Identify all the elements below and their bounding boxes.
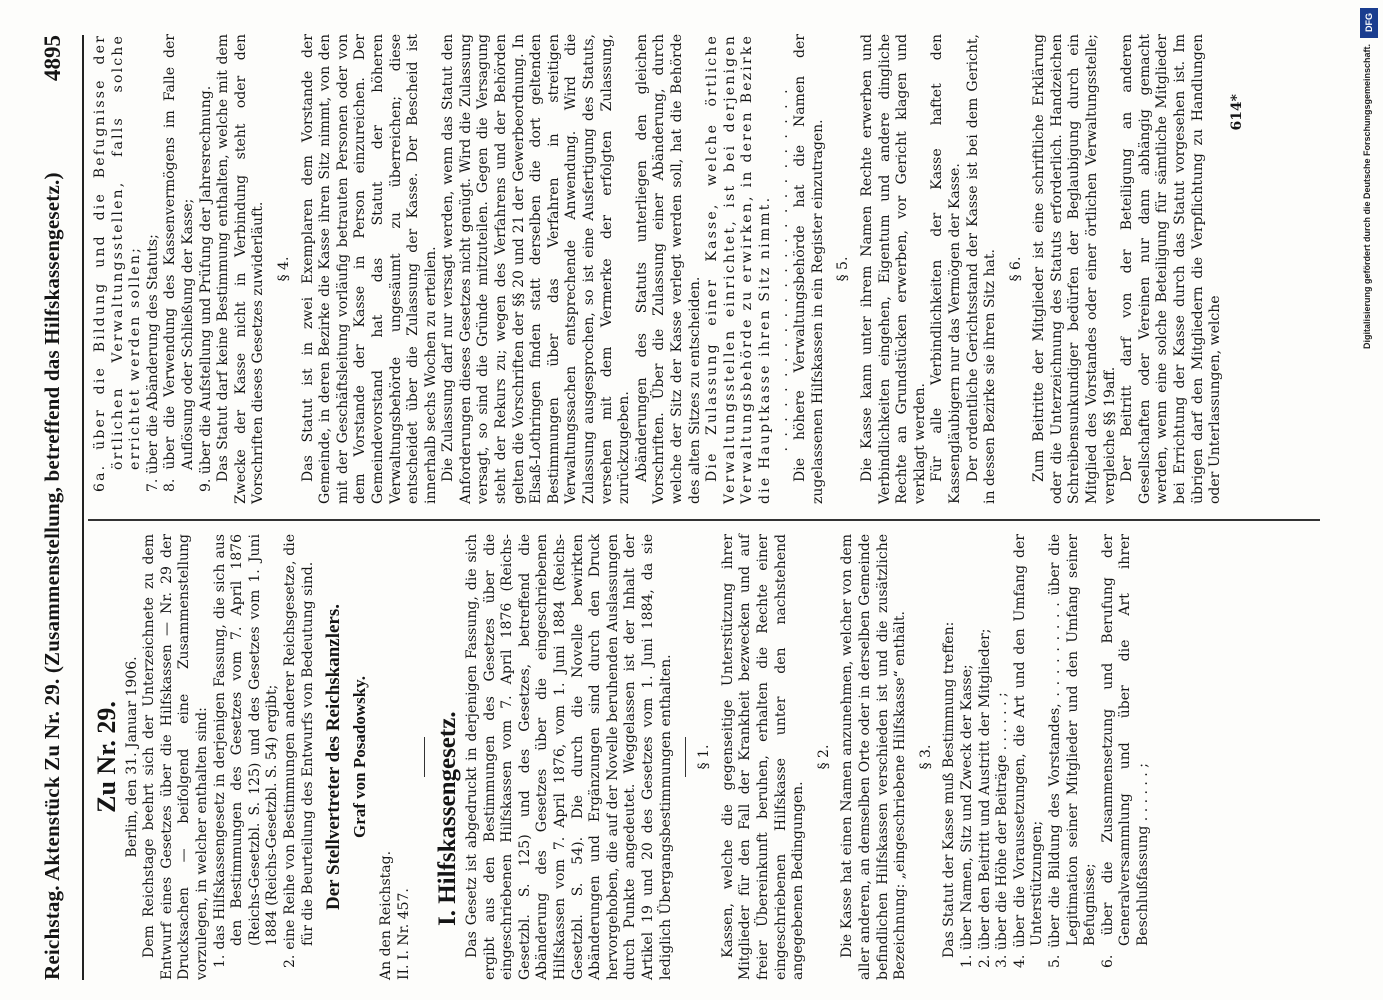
list-item: 5. über die Bildung des Vorstandes, . . . . . . . . . über die Legitimation seiner Mitglieder und den Umfang seiner Befugnisse;	[1046, 534, 1099, 968]
separator	[685, 737, 686, 777]
section-text: Die Zulassung darf nur versagt werden, wenn das Statut den Anforderungen dieses Gesetzes nicht genügt. Wird die Zulassung versagt, so sind die Gründe mitzuteilen. Gegen die Versagung steht der Rekurs zu; wegen des Verfahrens und der Behörden gelten die Vorschriften der §§ 20 und 21 der Gewerbeordnung. In Elsaß-Lothringen finden statt derselben die dort geltenden Bestimmungen über das Verfahren in streitigen Verwaltungssachen entsprechende Anwendung. Wird die Zulassung ausgesprochen, so ist eine Ausfertigung des Statuts, versehen mit dem Vermerke der erfolgten Zulassung, zurückzugeben.	[440, 34, 633, 504]
section-heading: § 3.	[917, 744, 934, 770]
reference-number: II. I. Nr. 457.	[395, 888, 412, 980]
list-item: 2. über den Beitritt und Austritt der Mitglieder;	[976, 628, 993, 968]
section-text: Das Statut darf keine Bestimmung enthalten, welche mit dem Zwecke der Kasse nicht in Verbindung steht oder den Vorschriften dieses Gesetzes zuwiderläuft.	[215, 34, 267, 504]
list-item: 9. über die Aufstellung und Prüfung der Jahresrechnung.	[197, 85, 214, 492]
section-heading: § 5.	[835, 256, 852, 282]
header-title: Reichstag. Aktenstück Zu Nr. 29. (Zusammenstellung, betreffend das Hilfskassengesetz.)	[40, 172, 64, 980]
page-header	[40, 35, 82, 980]
right-column	[92, 34, 1246, 504]
section-heading: § 4.	[275, 256, 292, 282]
list-item: 8. über die Verwendung des Kassenvermögens im Falle der Auflösung oder Schließung der Kasse;	[162, 34, 196, 492]
signature-mark: 614*	[1228, 94, 1245, 131]
doc-date: Berlin, den 31. Januar 1906.	[123, 656, 140, 858]
list-item: 7. über die Abänderung des Statuts;	[144, 234, 161, 492]
signature-role: Der Stellvertreter des Reichskanzlers.	[323, 603, 345, 911]
dfg-logo: DFG	[1360, 8, 1378, 38]
list-item: 1. das Hilfskassengesetz in derjenigen Fassung, die sich aus den Bestimmungen des Gesetzes vom 7. April 1876 (Reichs-Gesetzbl. S. 125) und des Gesetzes vom 1. Juni 1884 (Reichs-Gesetzbl. S. 54) ergibt;	[211, 534, 281, 968]
column-divider	[88, 520, 1320, 522]
credit-text: Digitalisierung gefördert durch die Deutsche Forschungsgemeinschaft.	[1362, 44, 1372, 350]
list-item: 6. über die Zusammensetzung und Berufung der Generalversammlung und über die Art ihrer Beschlußfassung . . . . . . ;	[1099, 534, 1151, 968]
addressee: An den Reichstag.	[378, 850, 395, 980]
side-credit	[1360, 8, 1380, 993]
section-text: Der ordentliche Gerichtsstand der Kasse ist bei dem Gericht, in dessen Bezirke sie ihren Sitz hat.	[964, 34, 999, 504]
section-text: Abänderungen des Statuts unterliegen den gleichen Vorschriften. Über die Zulassung einer Abänderung, durch welche der Sitz der Kasse verlegt werden soll, hat die Behörde des alten Sitzes zu entscheiden.	[633, 34, 703, 504]
header-rule	[82, 35, 84, 980]
section-heading: § 6.	[1007, 256, 1024, 282]
list-item: 2. eine Reihe von Bestimmungen anderer Reichsgesetze, die für die Beurteilung des Entwurfs von Bedeutung sind.	[281, 534, 316, 968]
section-text: Zum Beitritte der Mitglieder ist eine schriftliche Erklärung oder die Unterzeichnung des Statuts erforderlich. Handzeichen Schreibensunkundiger bedürfen der Beglaubigung durch ein Mitglied des Vorstandes oder einer örtlichen Verwaltungsstelle; vergleiche §§ 19aff.	[1031, 34, 1118, 504]
section-text: Die Kasse kann unter ihrem Namen Rechte erwerben und Verbindlichkeiten eingehen, Eigentum und andere dingliche Rechte an Grundstücken erwerben, vor Gericht klagen und verklagt werden.	[858, 34, 928, 504]
signature-name: Graf von Posadowsky.	[349, 676, 369, 838]
section-heading: § 1.	[696, 744, 713, 770]
list-item: 4. über die Voraussetzungen, die Art und den Umfang der Unterstützungen;	[1011, 534, 1046, 968]
list-item: 3. über die Höhe der Beiträge . . . . . . ;	[994, 692, 1011, 968]
rotated-page	[40, 35, 1340, 980]
intro-paragraph: Dem Reichstage beehrt sich der Unterzeichnete zu dem Entwurf eines Gesetzes über die Hilfskassen — Nr. 29 der Drucksachen — beifolgend eine Zusammenstellung vorzulegen, in welcher enthalten sind:	[141, 534, 210, 980]
section-text: Die Zulassung einer Kasse, welche örtliche Verwaltungsstellen einrichtet, ist bei derjenigen Verwaltungsbehörde zu erwirken, in deren Bezirke die Hauptkasse ihren Sitz nimmt.	[704, 34, 773, 504]
separator	[424, 737, 425, 777]
section-text: Für alle Verbindlichkeiten der Kasse haftet den Kassengläubigern nur das Vermögen der Kasse.	[929, 34, 963, 504]
section-heading: § 2.	[815, 744, 832, 770]
section-text: Die höhere Verwaltungsbehörde hat die Namen der zugelassenen Hilfskassen in ein Register einzutragen.	[792, 34, 826, 504]
law-paragraph: Das Gesetz ist abgedruckt in derjenigen Fassung, die sich ergibt aus den Bestimmungen des Gesetzes über die eingeschriebenen Hilfskassen vom 7. April 1876 (Reichs-Gesetzbl. S. 125) und des Gesetzes, betreffend die Abänderung des Gesetzes über die eingeschriebenen Hilfskassen vom 7. April 1876, vom 1. Juni 1884 (Reichs-Gesetzbl. S. 54). Die durch die Novelle bewirkten Abänderungen und Ergänzungen sind durch den Druck hervorgehoben, die auf der Novelle beruhenden Auslassungen durch Punkte angedeutet. Weggelassen ist der Inhalt der Artikel 19 und 20 des Gesetzes vom 1. Juni 1884, da sie lediglich Übergangsbestimmungen enthalten.	[464, 534, 674, 980]
doc-title: Zu Nr. 29.	[92, 701, 121, 813]
left-column	[92, 534, 1152, 980]
section-title: I. Hilfskassengesetz.	[433, 711, 461, 926]
dotted-ellipsis: . . . . . . . . . . . . . . . . . . . . . . . . .	[774, 86, 791, 452]
section-text: Das Statut der Kasse muß Bestimmung treffen:	[941, 621, 958, 958]
section-text: Der Beitritt darf von der Beteiligung an anderen Gesellschaften oder Vereinen nur dann abhängig gemacht werden, wenn eine solche Beteiligung für sämtliche Mitglieder bei Errichtung der Kasse durch das Statut vorgesehen ist. Im übrigen darf den Mitgliedern die Verpflichtung zu Handlungen oder Unterlassungen, welche	[1119, 34, 1224, 504]
section-text: Die Kasse hat einen Namen anzunehmen, welcher von dem aller anderen, an demselben Orte oder in derselben Gemeinde befindlichen Hilfskassen verschieden ist und die zusätzliche Bezeichnung: „eingeschriebene Hilfskasse“ enthält.	[839, 534, 909, 980]
list-item: 6a. über die Bildung und die Befugnisse der örtlichen Verwaltungsstellen, falls solche errichtet werden sollen;	[92, 34, 144, 492]
page-number: 4895	[40, 35, 65, 81]
section-text: Das Statut ist in zwei Exemplaren dem Vorstande der Gemeinde, in deren Bezirke die Kasse ihren Sitz nimmt, von den mit der Geschäftsleitung vorläufig betrauten Personen oder von dem Vorstande der Kasse in Person einzureichen. Der Gemeindevorstand hat das Statut der höheren Verwaltungsbehörde ungesäumt zu überreichen; diese entscheidet über die Zulassung der Kasse. Der Bescheid ist innerhalb sechs Wochen zu erteilen.	[299, 34, 439, 504]
list-item: 1. über Namen, Sitz und Zweck der Kasse;	[958, 664, 975, 968]
section-text: Kassen, welche die gegenseitige Unterstützung ihrer Mitglieder für den Fall der Krankheit bezwecken und auf freier Übereinkunft beruhen, erhalten die Rechte einer eingeschriebenen Hilfskasse unter den nachstehend angegebenen Bedingungen.	[719, 534, 807, 980]
